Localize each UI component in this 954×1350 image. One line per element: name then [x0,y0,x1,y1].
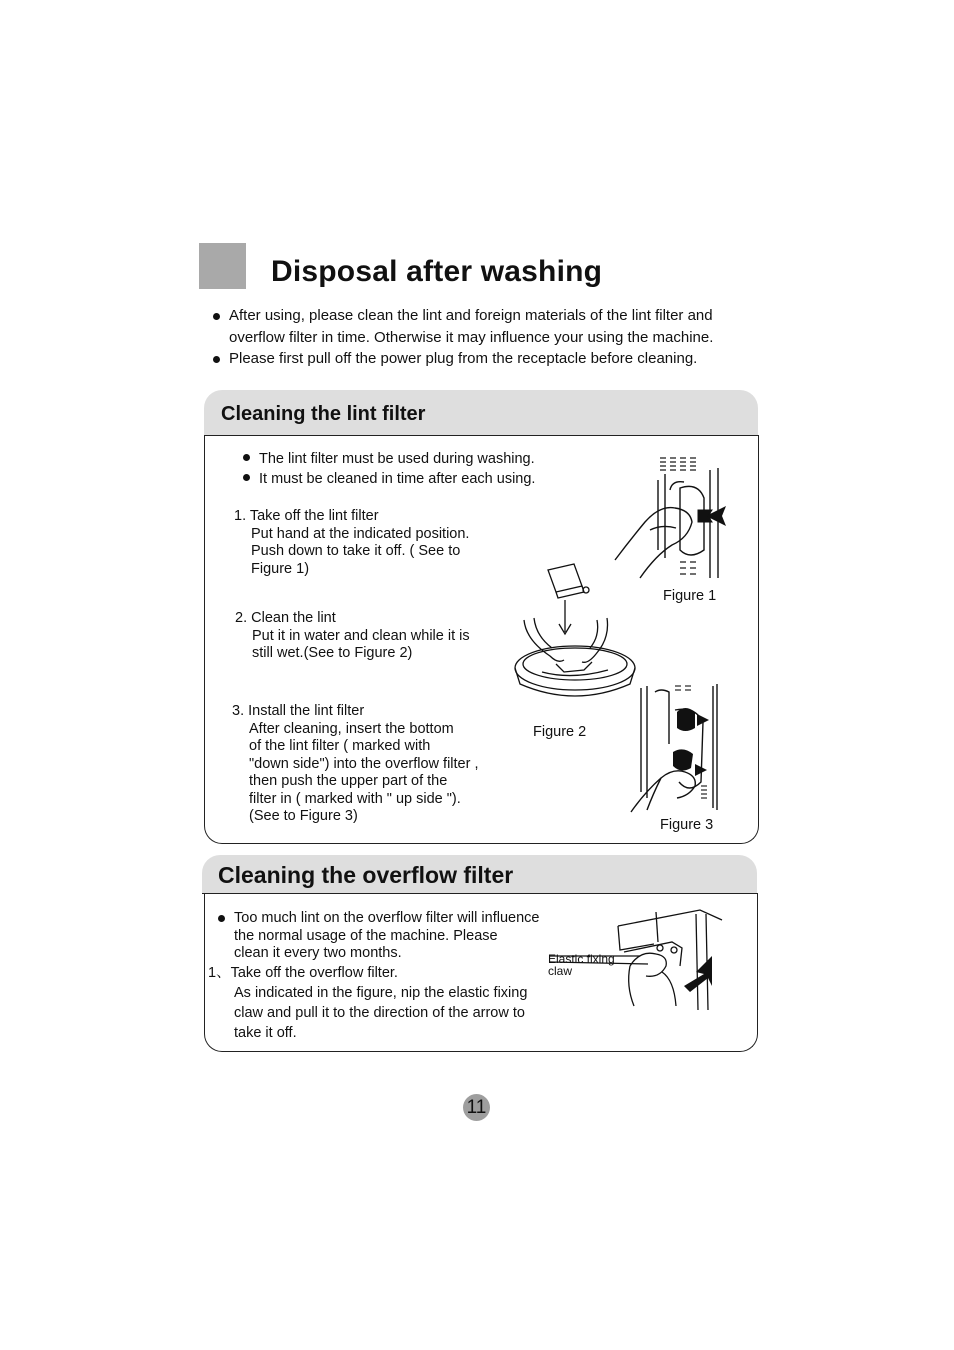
lint-step-3-line-3: "down side") into the overflow filter , [249,755,479,772]
lint-step-2-line-1: Put it in water and clean while it is [252,627,470,644]
overflow-bullet-line-1: Too much lint on the overflow filter will influence [234,910,540,926]
lint-step-1-line-1: Put hand at the indicated position. [251,525,470,542]
lint-step-1-line-3: Figure 1) [251,560,310,577]
overflow-section-title: Cleaning the overflow filter [218,862,514,888]
overflow-step-1-line-2: claw and pull it to the direction of the arrow to [234,1005,525,1021]
bullet-dot-icon [213,313,220,320]
lint-step-3-line-1: After cleaning, insert the bottom [249,720,454,737]
page-number: 11 [463,1094,490,1121]
lint-step-1 [234,508,469,578]
overflow-step-1-title: 1、Take off the overflow filter. [208,965,398,981]
lint-step-3-line-6: (See to Figure 3) [249,808,358,824]
intro-bullet-2-text: Please first pull off the power plug from the receptacle before cleaning. [229,350,698,367]
figure-1-caption: Figure 1 [663,588,717,604]
lint-step-2 [235,610,470,663]
lint-step-3-line-2: of the lint filter ( marked with [249,738,431,754]
overflow-bullet-line-2: the normal usage of the machine. Please [234,927,498,944]
lint-bullet-1 [243,449,535,469]
figure-3-illustration [625,682,725,817]
lint-section-header [204,390,758,435]
lint-bullet-2-text: It must be cleaned in time after each using. [259,471,536,487]
overflow-step-1-line-3: take it off. [234,1025,297,1041]
intro-bullet-1-line-1: After using, please clean the lint and foreign materials of the lint filter and [229,307,713,324]
elastic-claw-label-line-1: Elastic fixing [548,952,615,966]
overflow-filter-illustration [600,906,730,1010]
lint-step-3-line-5: filter in ( marked with " up side "). [249,790,461,807]
intro-bullet-1 [213,305,773,348]
overflow-bullet-item [218,910,539,963]
section-marker-square [199,243,246,289]
figure-2-illustration [512,560,642,715]
figure-3-caption: Figure 3 [660,817,714,833]
lint-step-3-title: 3. Install the lint filter [232,703,365,719]
overflow-section-header [202,855,757,893]
overflow-step-1-line-1: As indicated in the figure, nip the elastic fixing [234,985,528,1001]
overflow-bullet [218,910,539,963]
lint-step-1-title: 1. Take off the lint filter [234,508,379,524]
page-title: Disposal after washing [271,255,603,288]
overflow-bullet-line-3: clean it every two months. [234,945,402,961]
bullet-dot-icon [243,474,250,481]
lint-step-2-title: 2. Clean the lint [235,610,336,626]
bullet-dot-icon [218,915,225,922]
lint-bullet-2 [243,469,535,489]
lint-bullets [243,449,535,489]
elastic-claw-label-line-2: claw [548,964,573,978]
overflow-step-1 [208,963,527,1043]
lint-section-title: Cleaning the lint filter [221,403,426,425]
intro-bullet-1-line-2: overflow filter in time. Otherwise it may influence your using the machine. [229,328,714,346]
lint-step-1-line-2: Push down to take it off. ( See to [251,543,461,559]
bullet-dot-icon [213,356,220,363]
bullet-dot-icon [243,454,250,461]
lint-bullet-1-text: The lint filter must be used during washing. [259,451,535,467]
lint-step-3 [232,703,479,826]
lint-step-2-line-2: still wet.(See to Figure 2) [252,645,413,661]
intro-bullet-2 [213,348,773,370]
intro-notes [213,305,773,370]
lint-step-3-line-4: then push the upper part of the [249,773,448,789]
figure-2-caption: Figure 2 [533,724,587,740]
